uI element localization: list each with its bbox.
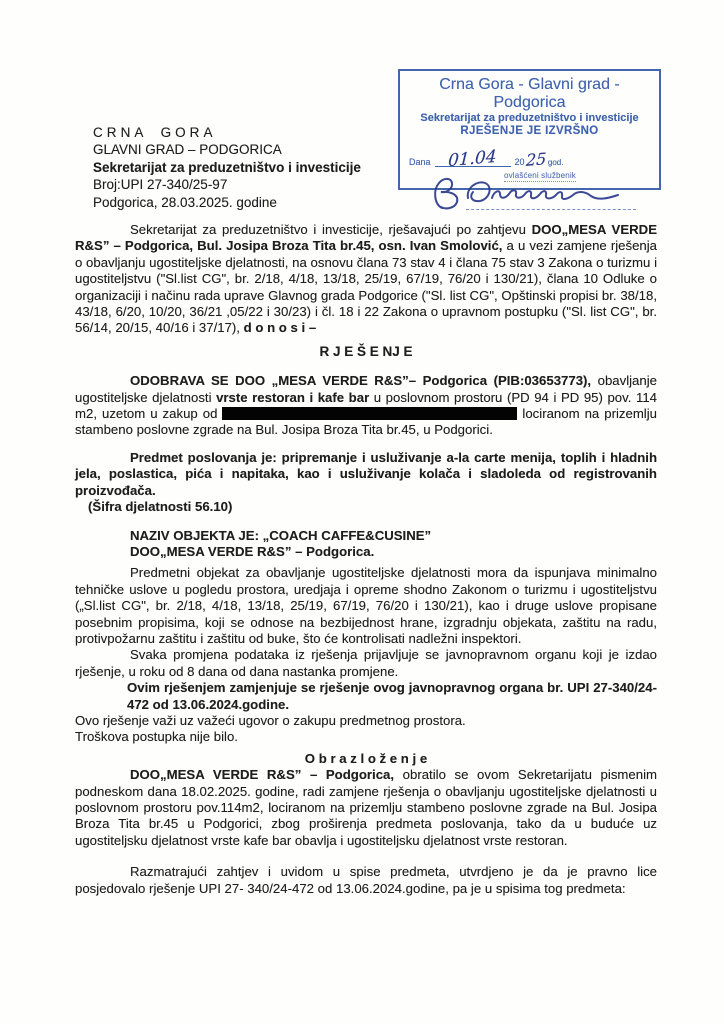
replacement-paragraph: Ovim rješenjem zamjenjuje se rješenje ovog javnopravnog organa br. UPI 27-340/24-472 od 13.06.2024.godine. — [127, 680, 657, 712]
letterhead-case-number: Broj:UPI 27-340/25-97 — [93, 177, 228, 193]
stamp-signature-area — [406, 167, 653, 215]
approved-entity: ODOBRAVA SE DOO „MESA VERDE R&S”– Podgorica (PIB:03653773), — [130, 373, 592, 389]
validity-line: Ovo rješenje važi uz važeći ugovor o zakupu predmetnog prostora. — [75, 712, 466, 728]
applicant-name: DOO„MESA VERDE R&S” – Podgorica, Bul. Josipa Broza Tita br.45, osn. Ivan Smolović, — [75, 222, 657, 254]
change-notification-paragraph: Svaka promjena podataka iz rješenja prijavljuje se javnopravnom organu koji je izdao rješenje, u roku od 8 dana od dana nastanka promjene. — [75, 647, 657, 679]
location-text: lociranom na prizemlju stambeno poslovne zgrade na Bul. Josipa Broza Tita br.45, u Podgorici. — [75, 406, 657, 438]
activity-text: obavljanje ugostiteljske djelatnosti — [75, 373, 657, 405]
facility-name-block — [130, 528, 657, 561]
stamp-department-line: Sekretarijat za preduzetništvo i investicije — [420, 112, 639, 124]
signature-icon — [428, 170, 633, 214]
authorized-officer-label: ovlašćeni službenik — [504, 171, 576, 180]
costs-line: Troškova postupka nije bilo. — [75, 729, 238, 745]
letterhead-country: CRNA GORA — [93, 125, 217, 140]
letterhead — [93, 124, 361, 211]
activity-code-line: (Šifra djelatnosti 56.10) — [88, 499, 233, 515]
request-description: obratilo se ovom Sekretarijatu pismenim podneskom dana 18.02.2025. godine, radi zamjene rješenja o obavljanju ugostiteljske djelatnosti u poslovnom prostoru pov.114m2, lociranom na prizemlju stambeno poslovne zgrade na Bul. Josipa Broza Tita br.45 u Podgorici, zbog proširenja predmeta poslovanja, tako da u buduće uz ugostiteljsku djelatnost vrste kafe bar obavlja i ugostiteljsku djelatnost vrste restoran. — [75, 767, 657, 848]
decision-heading: R J E Š E NJ E — [319, 343, 413, 359]
executive-stamp — [398, 69, 661, 190]
stamp-executive-line: RJEŠENJE JE IZVRŠNO — [460, 125, 599, 137]
letterhead-department: Sekretarijat za preduzetništvo i investicije — [93, 159, 361, 175]
redaction-bar — [222, 407, 517, 420]
stamp-date-label: Dana — [409, 157, 431, 167]
intro-paragraph — [75, 222, 657, 337]
document-body — [75, 216, 657, 897]
explanation-heading: O b r a z l o ž e n j e — [304, 750, 428, 766]
premises-text: u poslovnom prostoru (PD 94 i PD 95) pov. 114 m2, uzetom u zakup od — [75, 389, 657, 422]
donosi-text: d o n o s i – — [243, 320, 317, 336]
facility-name-line: NAZIV OBJEKTA JE: „COACH CAFFE&CUSINE” — [130, 527, 432, 543]
technical-conditions-paragraph: Predmetni objekat za obavljanje ugostiteljske djelatnosti mora da ispunjava minimalno tehničke uslove u pogledu prostora, uredjaja i opreme shodno Zakonom o turizmu i ugostiteljstvu („Sl.list CG", br. 2/18, 4/18, 13/18, 25/19, 67/19, 76/20 i 130/21), kao i druge uslove propisane posebnim propisima, koji se odnose na bezbijednost hrane, izgradnju objekata, zaštitu na radu, protivpožarnu zaštitu i zaštitu od buke, što će kontrolisati nadležni inspektori. — [75, 565, 657, 646]
approval-paragraph — [75, 373, 657, 439]
signature-underline — [466, 209, 636, 210]
activity-type: vrste restoran i kafe bar — [216, 389, 370, 405]
business-scope-paragraph: Predmet poslovanja je: pripremanje i usluživanje a-la carte menija, toplih i hladnih jela, poslastica, pića i napitaka, kao i usluživanje kolača i sladoleda od registrovanih proizvođača. — [75, 449, 657, 498]
explanation-paragraph-1 — [75, 767, 657, 849]
stamp-authority-line: Crna Gora - Glavni grad - Podgorica — [439, 76, 620, 111]
handwritten-date: 01.04 — [447, 146, 498, 172]
stamp-date-underline — [435, 146, 511, 172]
explanation-paragraph-2: Razmatrajući zahtjev i uvidom u spise predmeta, utvrdjeno je da je pravno lice posjedovalo rješenje UPI 27- 340/24-472 od 13.06.2024.godine, pa je u spisima tog predmeta: — [75, 864, 657, 896]
facility-owner-line: DOO„MESA VERDE R&S” – Podgorica. — [130, 543, 375, 559]
applicant-name-2: DOO„MESA VERDE R&S” – Podgorica, — [130, 767, 395, 783]
letterhead-city: GLAVNI GRAD – PODGORICA — [93, 142, 282, 158]
stamp-date-row — [406, 145, 653, 172]
stamp-year-prefix: 20 — [514, 157, 525, 167]
stamp-year-suffix: god. — [547, 158, 564, 167]
intro-text: Sekretarijat za preduzetništvo i investicije, rješavajući po zahtjevu — [130, 222, 532, 237]
legal-basis-text: a u vezi zamjene rješenja o obavljanju ugostiteljske djelatnosti, na osnovu člana 73 stav 4 i člana 75 stav 3 Zakona o turizmu i ugostiteljstvu ("Sl.list CG", br. 2/18, 4/18, 13/18, 25/19, 67/19, 76/20 i 130/21), člana 10 Odluke o organizaciji i načinu rada uprave Glavnog grada Podgorice ("Sl. list CG", Opštinski propisi br. 38/18, 43/18, 6/20, 10/20, 36/21 ,05/22 i 30/23) i čl. 18 i 22 Zakona o upravnom postupku ("Sl. list CG", br. 56/14, 20/15, 40/16 i 37/17), — [75, 238, 657, 336]
letterhead-place-date: Podgorica, 28.03.2025. godine — [93, 194, 277, 210]
handwritten-year: 25 — [525, 149, 547, 170]
